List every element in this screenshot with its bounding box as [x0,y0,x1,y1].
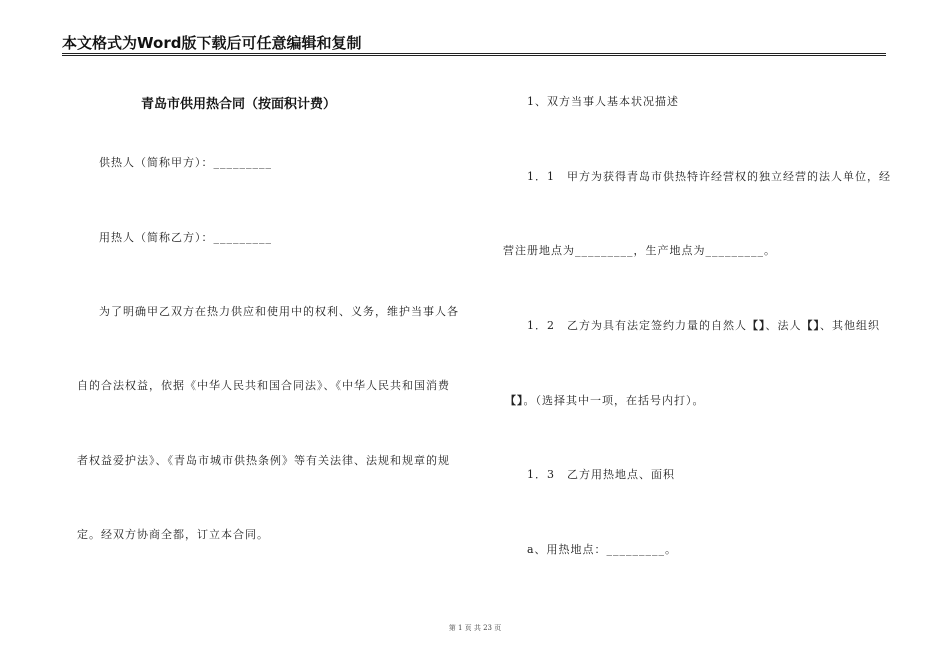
preamble-line-2: 自的合法权益，依据《中华人民共和国合同法》、《中华人民共和国消费 [77,379,450,392]
clause-1-2-text-b: 、法人 [765,319,802,332]
supplier-line: 供热人（简称甲方）：_________ [99,156,272,169]
clause-1-2-text-c: 、其他组织 [820,319,880,332]
clause-1-1: 1．1 甲方为获得青岛市供热特许经营权的独立经营的法人单位，经 [527,170,891,183]
clause-a-location: a、用热地点：_________。 [527,543,678,556]
section-1-heading: 1、双方当事人基本状况描述 [527,95,679,108]
checkbox-bracket-natural-person: 【】 [747,319,766,332]
preamble-line-1: 为了明确甲乙双方在热力供应和使用中的权利、义务，维护当事人各 [99,305,459,318]
checkbox-bracket-other-org: 【】 [505,394,524,407]
preamble-line-4: 定。经双方协商全都，订立本合同。 [77,528,269,541]
clause-1-2-continued [505,392,705,408]
preamble-line-3: 者权益爱护法》、《青岛市城市供热条例》等有关法律、法规和规章的规 [77,454,450,467]
header-divider [62,53,886,56]
user-line: 用热人（简称乙方）：_________ [99,231,272,244]
clause-1-2 [527,317,880,333]
clause-1-2-text-a: 1．2 乙方为具有法定签约力量的自然人 [527,319,747,332]
clause-1-2-cont-text: 。（选择其中一项，在括号内打）。 [523,394,705,407]
clause-1-1-continued: 营注册地点为_________，生产地点为_________。 [503,244,776,257]
document-header-title: 本文格式为Word版下载后可任意编辑和复制 [62,34,362,52]
checkbox-bracket-legal-person: 【】 [801,319,820,332]
page-number: 第 1 页 共 23 页 [448,624,502,632]
clause-1-3: 1．3 乙方用热地点、面积 [527,468,675,481]
document-title: 青岛市供用热合同（按面积计费） [140,97,336,112]
